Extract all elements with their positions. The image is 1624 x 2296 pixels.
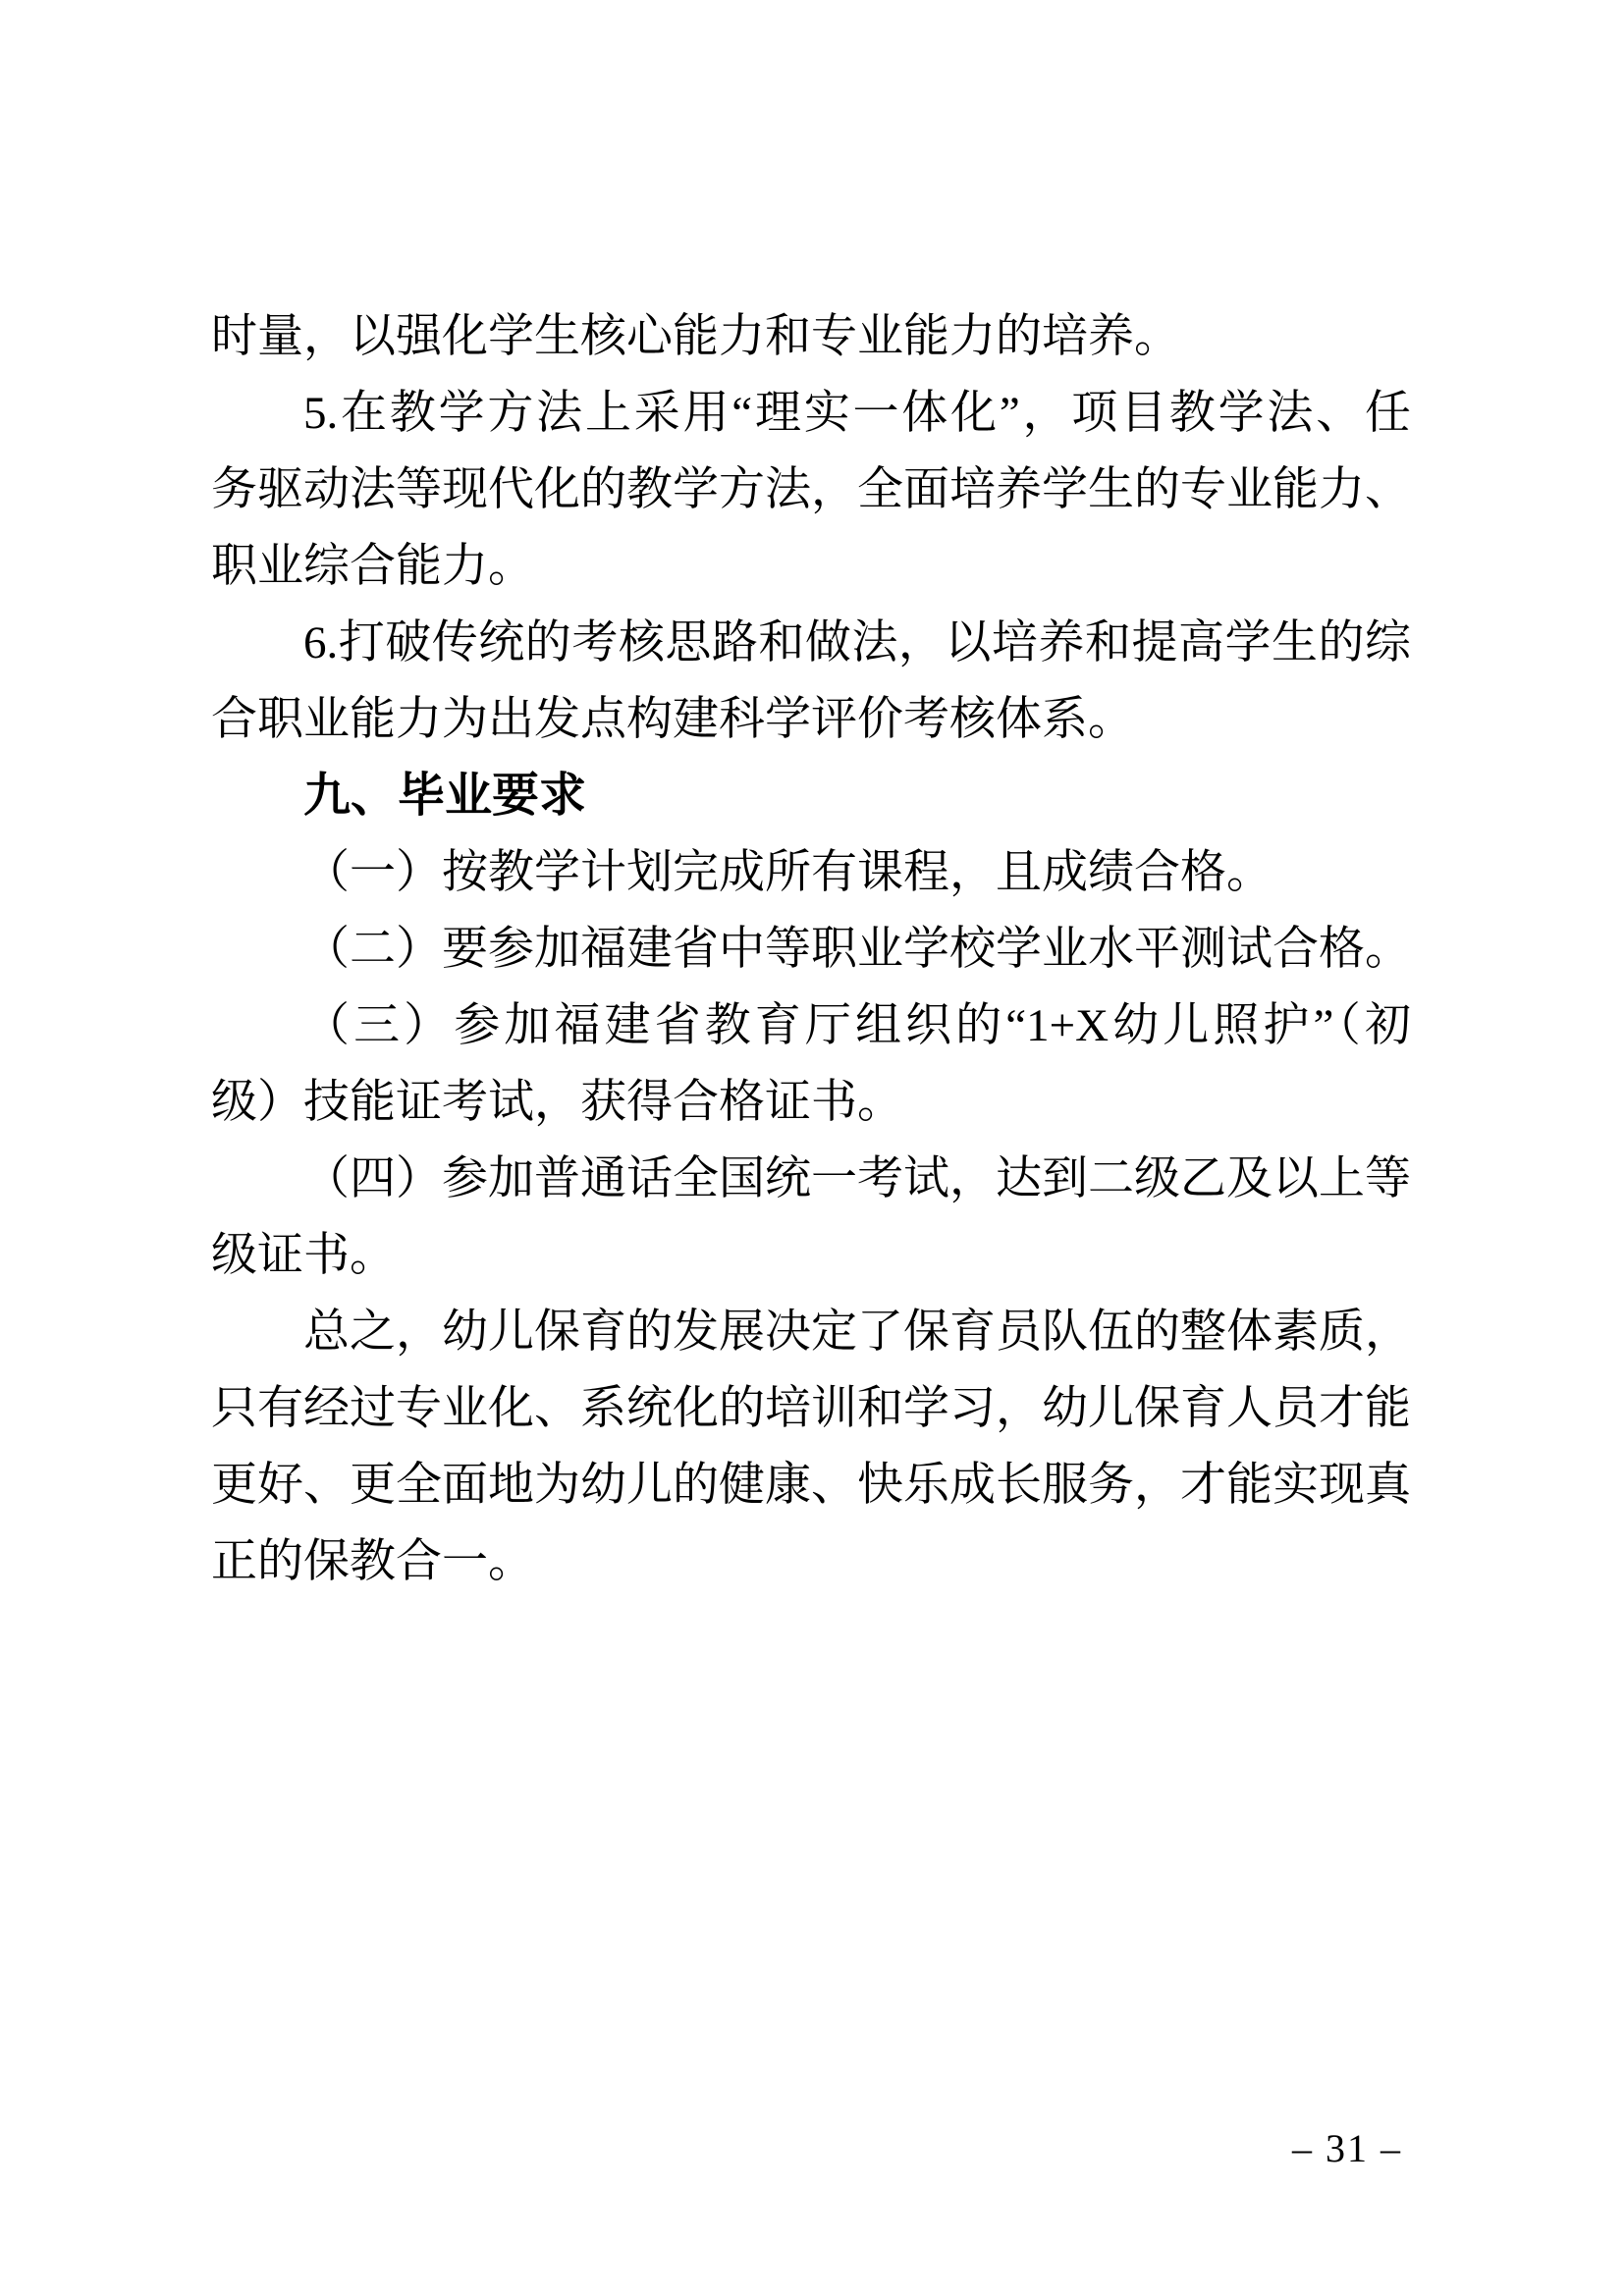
paragraph-line: 务驱动法等现代化的教学方法，全面培养学生的专业能力、: [211, 464, 1411, 515]
paragraph-line: 6.打破传统的考核思路和做法，以培养和提高学生的综: [303, 617, 1411, 668]
paragraph-line: 级证书。: [211, 1230, 396, 1281]
paragraph-line: 合职业能力为出发点构建科学评价考核体系。: [211, 694, 1134, 745]
paragraph-line: 正的保教合一。: [211, 1536, 534, 1587]
paragraph-line: 级）技能证考试，获得合格证书。: [211, 1077, 903, 1128]
paragraph-line: （一）按教学计划完成所有课程，且成绩合格。: [303, 847, 1272, 898]
paragraph-line: 只有经过专业化、系统化的培训和学习，幼儿保育人员才能: [211, 1383, 1411, 1434]
paragraph-line: 总之，幼儿保育的发展决定了保育员队伍的整体素质，: [303, 1307, 1411, 1358]
paragraph-line: 5.在教学方法上采用“理实一体化”，项目教学法、任: [303, 388, 1411, 439]
paragraph-line: （四）参加普通话全国统一考试，达到二级乙及以上等: [303, 1153, 1411, 1204]
paragraph-line: （三）参加福建省教育厅组织的“1+X幼儿照护”（初: [303, 1000, 1411, 1051]
document-body: [211, 298, 1411, 1600]
page-number: – 31 –: [1292, 2126, 1402, 2170]
section-heading: 九、毕业要求: [303, 770, 587, 822]
paragraph-line: 时量，以强化学生核心能力和专业能力的培养。: [211, 311, 1180, 362]
paragraph-line: 更好、更全面地为幼儿的健康、快乐成长服务，才能实现真: [211, 1460, 1411, 1511]
paragraph-line: 职业综合能力。: [211, 541, 534, 592]
paragraph-line: （二）要参加福建省中等职业学校学业水平测试合格。: [303, 924, 1411, 975]
